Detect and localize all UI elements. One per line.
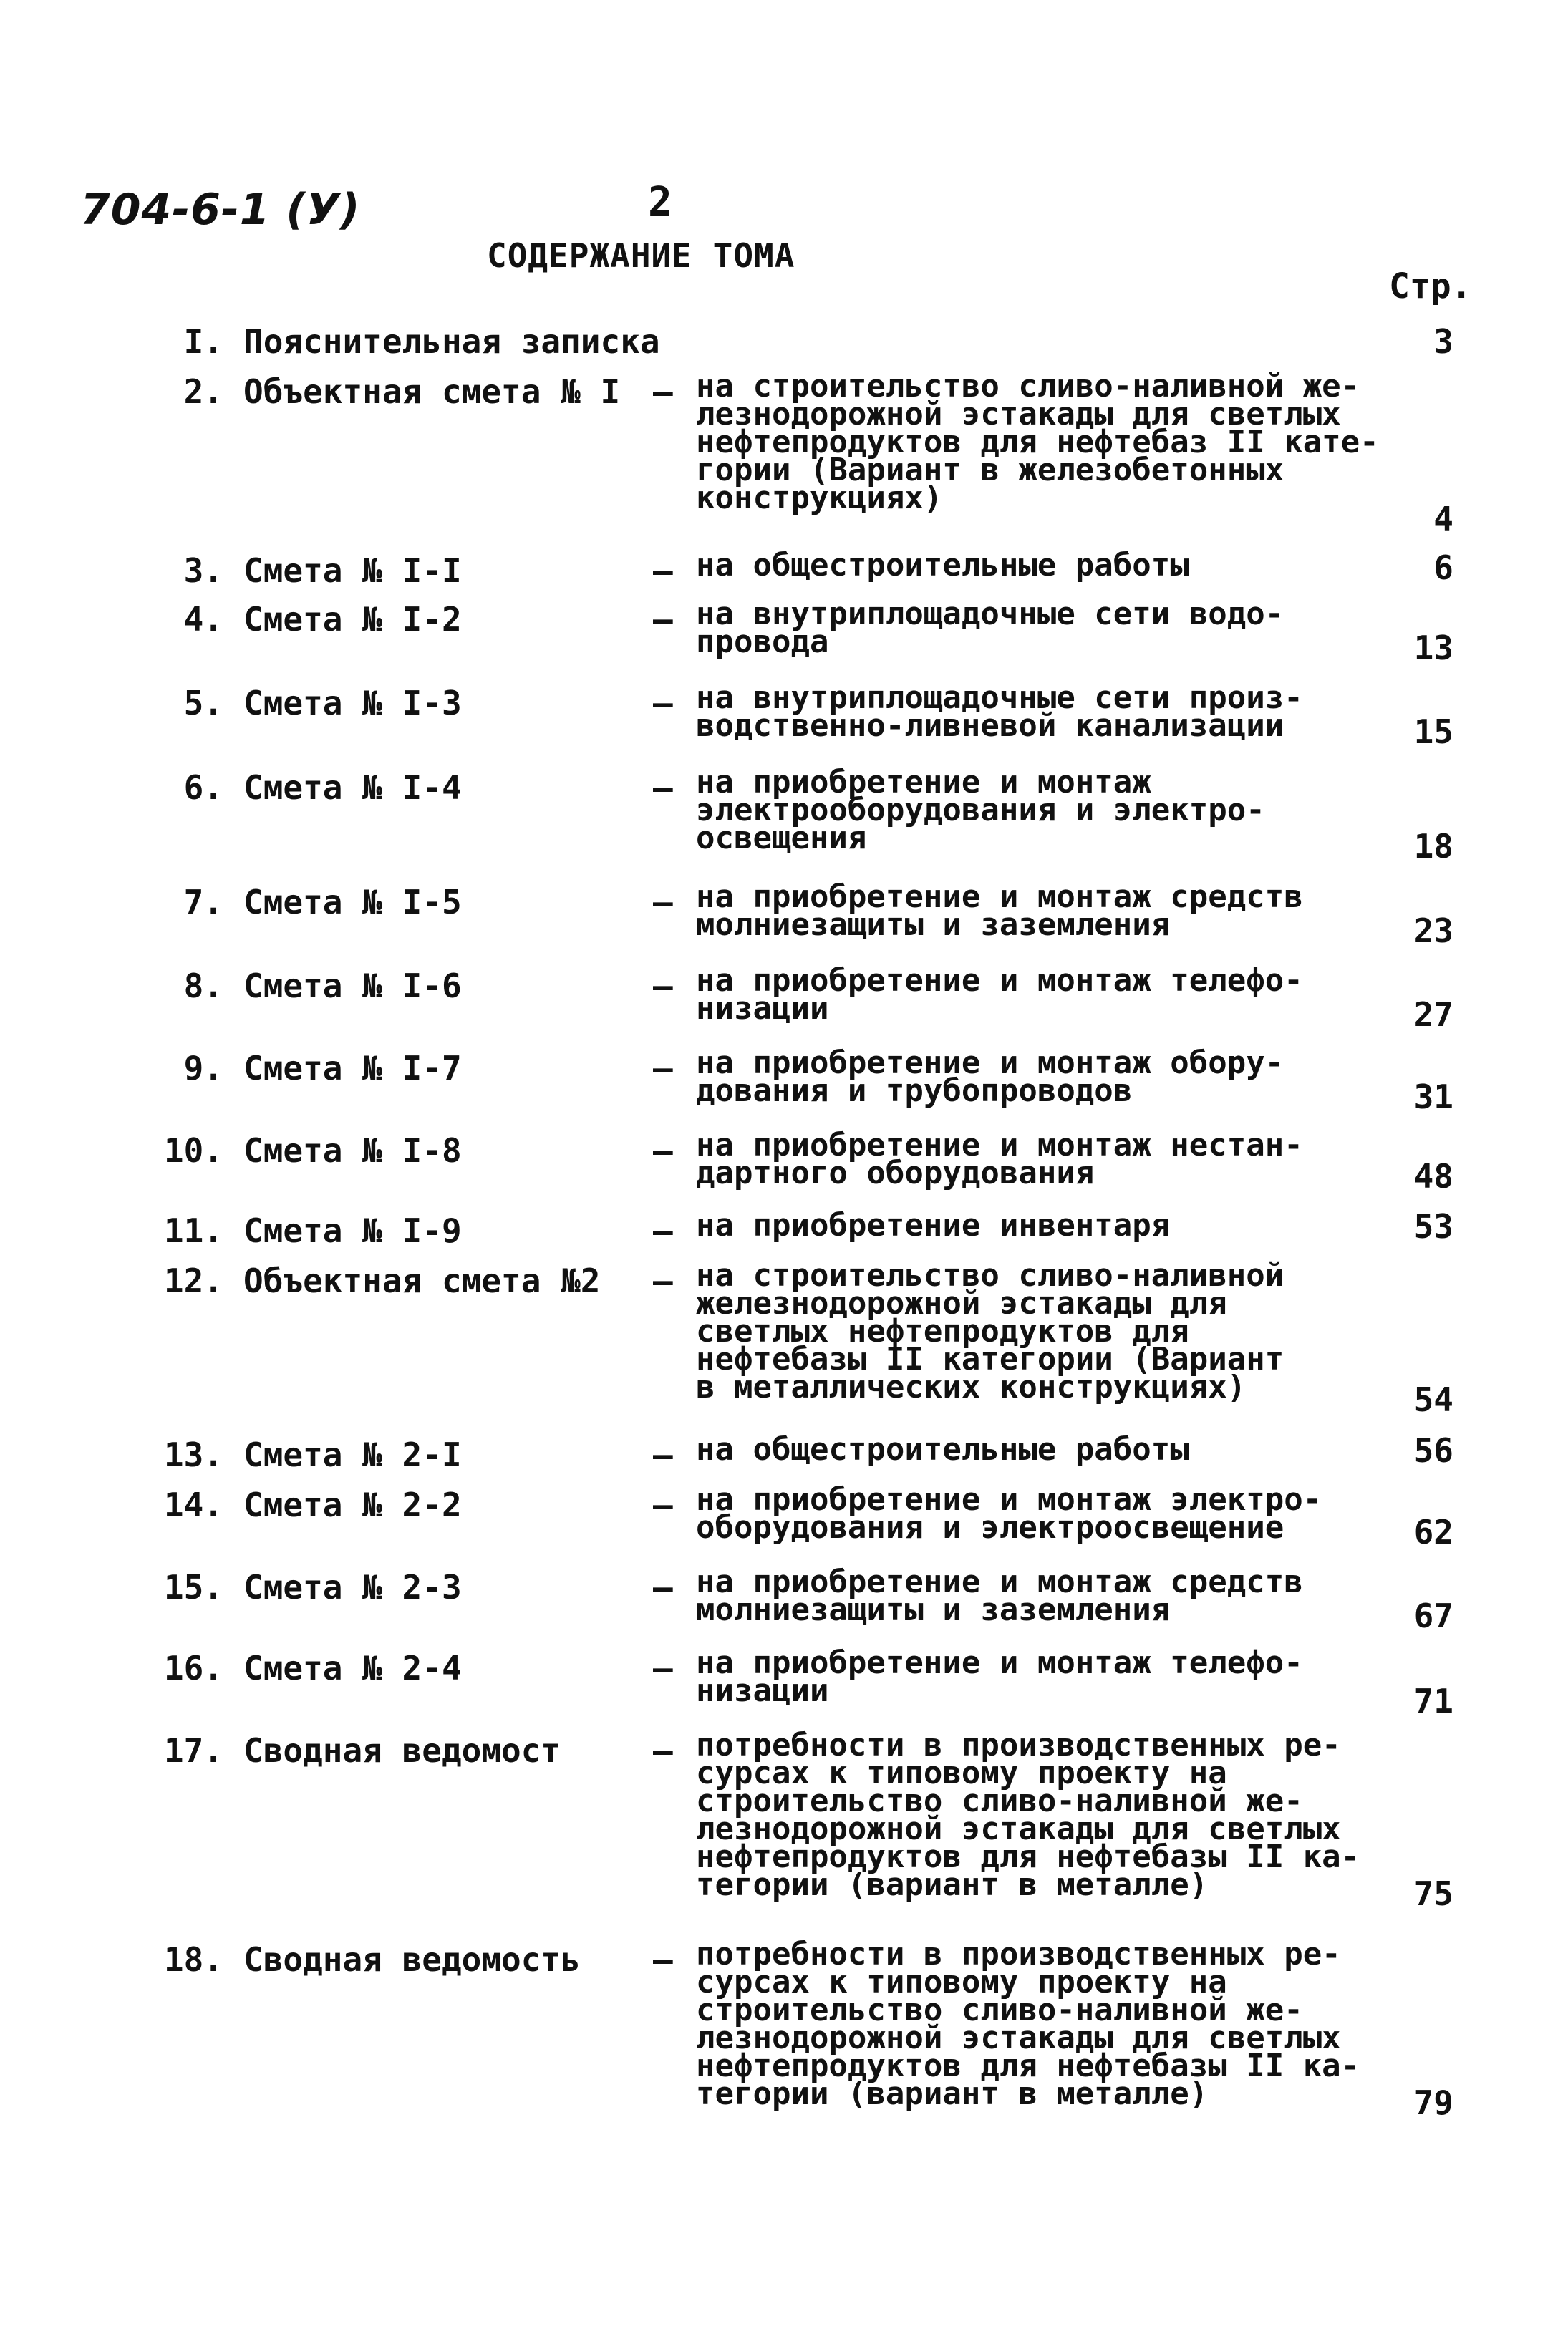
entry-title: Пояснительная записка: [243, 322, 660, 361]
entry-page: 53: [1413, 1207, 1453, 1246]
entry-description: на строительство сливо-наливной же- лезнодорожной эстакады для светлых нефтепродуктов для нефтебаз II кате- гории (Вариант в железобетонных конструкциях): [696, 368, 1379, 516]
entry-page: 75: [1413, 1874, 1453, 1913]
entry-page: 54: [1413, 1380, 1453, 1419]
entry-title: Смета № I-2: [243, 600, 462, 639]
entry-page: 62: [1413, 1513, 1453, 1551]
entry-number: 16.: [163, 1649, 223, 1688]
entry-description: на приобретение и монтаж телефо- низации: [696, 1645, 1303, 1709]
entry-dash: –: [653, 1211, 673, 1250]
page-column-header: Стр.: [1389, 266, 1472, 306]
entry-page: 4: [1433, 500, 1453, 538]
entry-description: на приобретение и монтаж средств молниезащиты и заземления: [696, 878, 1303, 943]
entry-title: Смета № I-3: [243, 684, 462, 722]
entry-description: потребности в производственных ре- сурсах к типовому проекту на строительство сливо-наливной же- лезнодорожной эстакады для светлых нефтепродуктов для нефтебазы II ка- тегории (вариант в металле): [696, 1727, 1360, 1903]
entry-title: Смета № 2-4: [243, 1649, 462, 1688]
entry-dash: –: [653, 1486, 673, 1524]
entry-title: Смета № 2-2: [243, 1486, 462, 1524]
entry-number: 13.: [163, 1435, 223, 1474]
entry-description: на общестроительные работы: [696, 547, 1189, 584]
entry-number: 7.: [183, 883, 223, 921]
entry-number: 2.: [183, 372, 223, 411]
entry-description: на приобретение и монтаж обору- дования и трубопроводов: [696, 1045, 1284, 1109]
entry-page: 3: [1433, 322, 1453, 361]
entry-number: 8.: [183, 967, 223, 1005]
entry-title: Объектная смета № I: [243, 372, 621, 411]
entry-page: 71: [1413, 1682, 1453, 1720]
entry-title: Смета № 2-3: [243, 1568, 462, 1607]
entry-dash: –: [653, 684, 673, 722]
entry-dash: –: [653, 1131, 673, 1170]
entry-title: Смета № I-9: [243, 1211, 462, 1250]
entry-title: Сводная ведомост: [243, 1731, 561, 1770]
entry-title: Сводная ведомость: [243, 1940, 581, 1979]
entry-description: потребности в производственных ре- сурсах к типовому проекту на строительство сливо-наливной же- лезнодорожной эстакады для светлых нефтепродуктов для нефтебазы II ка- тегории (вариант в металле): [696, 1936, 1360, 2112]
entry-description: на внутриплощадочные сети произ- водственно-ливневой канализации: [696, 679, 1303, 744]
entry-description: на внутриплощадочные сети водо- провода: [696, 596, 1284, 660]
entry-description: на приобретение и монтаж нестан- дартного оборудования: [696, 1127, 1303, 1191]
entry-number: I.: [183, 322, 223, 361]
entry-number: 11.: [163, 1211, 223, 1250]
entry-title: Смета № 2-I: [243, 1435, 462, 1474]
entry-title: Смета № I-I: [243, 551, 462, 590]
entry-dash: –: [653, 967, 673, 1005]
entry-page: 6: [1433, 548, 1453, 587]
entry-dash: –: [653, 883, 673, 921]
entry-dash: –: [653, 1940, 673, 1979]
entry-description: на приобретение и монтаж телефо- низации: [696, 962, 1303, 1027]
entry-title: Смета № I-6: [243, 967, 462, 1005]
entry-dash: –: [653, 1262, 673, 1300]
entry-title: Смета № I-4: [243, 768, 462, 807]
entry-description: на приобретение инвентаря: [696, 1207, 1171, 1244]
entry-page: 15: [1413, 712, 1453, 751]
entry-dash: –: [653, 768, 673, 807]
entry-page: 23: [1413, 911, 1453, 950]
entry-dash: –: [653, 551, 673, 590]
entry-dash: –: [653, 1568, 673, 1607]
entry-dash: –: [653, 1435, 673, 1474]
entry-number: 12.: [163, 1262, 223, 1300]
page-number: 2: [648, 179, 672, 226]
entry-number: 5.: [183, 684, 223, 722]
entry-title: Объектная смета №2: [243, 1262, 601, 1300]
entry-number: 15.: [163, 1568, 223, 1607]
entry-description: на приобретение и монтаж средств молниезащиты и заземления: [696, 1564, 1303, 1628]
entry-number: 18.: [163, 1940, 223, 1979]
entry-description: на общестроительные работы: [696, 1431, 1189, 1468]
entry-page: 13: [1413, 629, 1453, 667]
toc-title: СОДЕРЖАНИЕ ТОМА: [487, 236, 795, 275]
entry-dash: –: [653, 600, 673, 639]
entry-number: 4.: [183, 600, 223, 639]
entry-number: 10.: [163, 1131, 223, 1170]
entry-page: 67: [1413, 1597, 1453, 1635]
entry-page: 79: [1413, 2083, 1453, 2122]
entry-dash: –: [653, 1649, 673, 1688]
entry-description: на приобретение и монтаж электро- оборудования и электроосвещение: [696, 1481, 1322, 1546]
entry-page: 27: [1413, 995, 1453, 1034]
entry-number: 17.: [163, 1731, 223, 1770]
entry-dash: –: [653, 1731, 673, 1770]
entry-number: 6.: [183, 768, 223, 807]
entry-description: на приобретение и монтаж электрооборудования и электро- освещения: [696, 764, 1265, 856]
entry-number: 9.: [183, 1049, 223, 1088]
entry-dash: –: [653, 1049, 673, 1088]
entry-number: 14.: [163, 1486, 223, 1524]
entry-page: 48: [1413, 1157, 1453, 1196]
entry-title: Смета № I-7: [243, 1049, 462, 1088]
entry-description: на строительство сливо-наливной железнодорожной эстакады для светлых нефтепродуктов для нефтебазы II категории (Вариант в металлических конструкциях): [696, 1257, 1284, 1405]
entry-title: Смета № I-5: [243, 883, 462, 921]
entry-page: 18: [1413, 827, 1453, 866]
entry-number: 3.: [183, 551, 223, 590]
entry-page: 31: [1413, 1078, 1453, 1116]
entry-dash: –: [653, 372, 673, 411]
document-code: 704-6-1 (У): [80, 185, 361, 235]
entry-title: Смета № I-8: [243, 1131, 462, 1170]
entry-page: 56: [1413, 1431, 1453, 1470]
